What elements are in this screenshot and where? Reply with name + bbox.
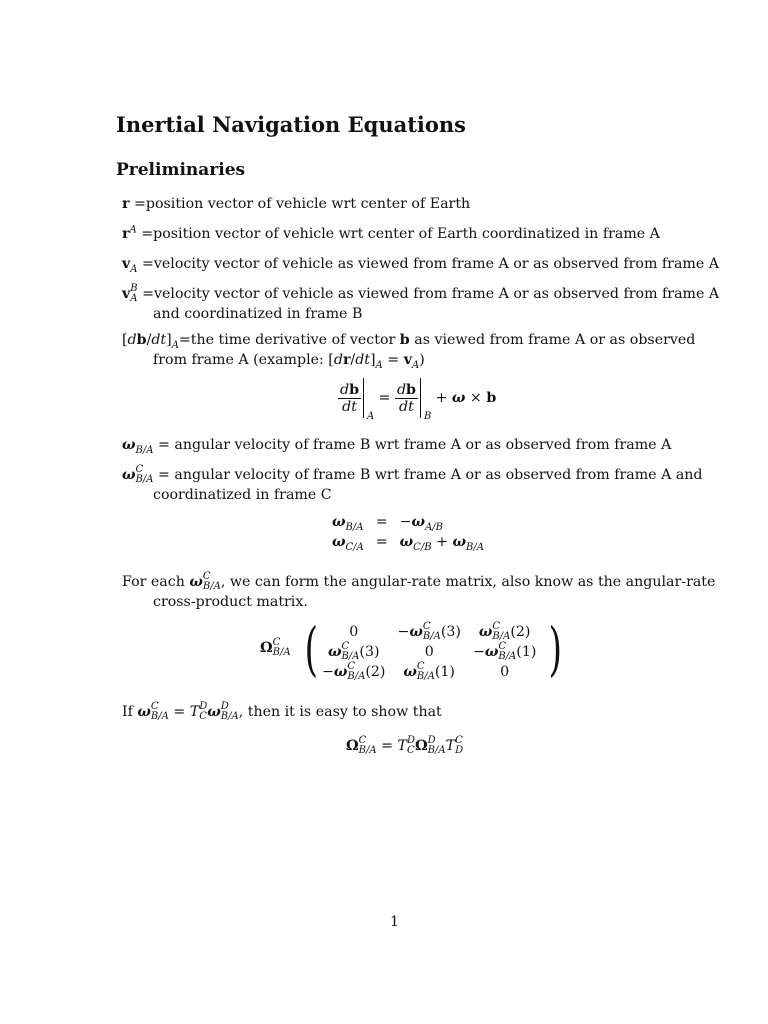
equation-array-angular-velocity: $\omega_{B/A}$ = $-\omega_{A/B}$ $\omega_{C/A}$ = $\omega_{C/B} + \omega_{B/A}$ <box>332 514 484 553</box>
def-r-A: $r^A$ =position vector of vehicle wrt center of Earth coordinatized in frame A <box>122 224 660 242</box>
paragraph-for-each: For each ω C B/A , we can form the angular-rate matrix, also know as the angular-rate cross-product matrix. <box>122 571 716 610</box>
paragraph-if: If ω C B/A = T D C ω D B/A , then it is easy to show that <box>122 701 442 722</box>
def-omega-BA-C: ω C B/A = angular velocity of frame B wrt frame A or as observed from frame A and coordinatized in frame C <box>122 464 703 503</box>
def-time-derivative: $[db/dt]_A=the$ time derivative of vector b as viewed from frame A or as observed from frame A (example: $[dr/dt]_A = v_A$) <box>122 332 696 371</box>
page-title: Inertial Navigation Equations <box>116 112 466 137</box>
page: Inertial Navigation Equations Preliminaries r =position vector of vehicle wrt center of Earth $r^A$ =position vector of vehicle wrt center of Earth coordinatized in frame A $v_A$ =velocity vector of vehicle as viewed from frame A or as observed from frame A v B A =velocity vector of vehicle as viewed from frame A or as observed from frame A and coordinatized in frame B $[db/dt]_A=the$ time derivative of vector b as viewed from frame A or as observed from frame A (example: $[dr/dt]_A = v_A$) $\frac{db}{dt}$ A = $\frac{db}{dt}$ B + ω × b $\omega_{B/A}$ = angular velocity of frame B wrt frame A or as observed from frame A ω C B/A = angular velocity of frame B wrt frame A or as observed from frame A and coordinatized in frame C $\omega_{B/A}$ = $-\omega_{A/B}$ $\omega_{C/A}$ = $\omega_{C/B} + \omega_{B/A}$ For each ω C B/A , we can form the angular-rate matrix, also know as the angular-rate cross-product matrix. Ω C B/A ( 0 −ω C B/A (3) ω C B/A (2) ω C B/A (3) 0 −ω C B/A (1) −ω C B/A (2) ω C B/A (1) 0 ) If ω C B/A = T D C ω D B/A , then it is easy to show that Ω C B/A = T D C Ω D B/A T C D 1 <box>116 112 720 930</box>
page-number: 1 <box>390 914 400 930</box>
def-v-A: $v_A$ =velocity vector of vehicle as viewed from frame A or as observed from frame A <box>122 256 720 275</box>
equation-transport-theorem: $\frac{db}{dt}$ A = $\frac{db}{dt}$ B + ω × b <box>338 378 496 418</box>
equation-similarity-transform: Ω C B/A = T D C Ω D B/A T C D <box>346 735 464 756</box>
def-v-A-B: v B A =velocity vector of vehicle as viewed from frame A or as observed from frame A and coordinatized in frame B <box>122 283 720 322</box>
section-heading: Preliminaries <box>116 160 246 180</box>
def-omega-BA: $\omega_{B/A}$ = angular velocity of frame B wrt frame A or as observed from frame A <box>122 437 672 456</box>
def-r: r =position vector of vehicle wrt center of Earth <box>122 196 471 212</box>
